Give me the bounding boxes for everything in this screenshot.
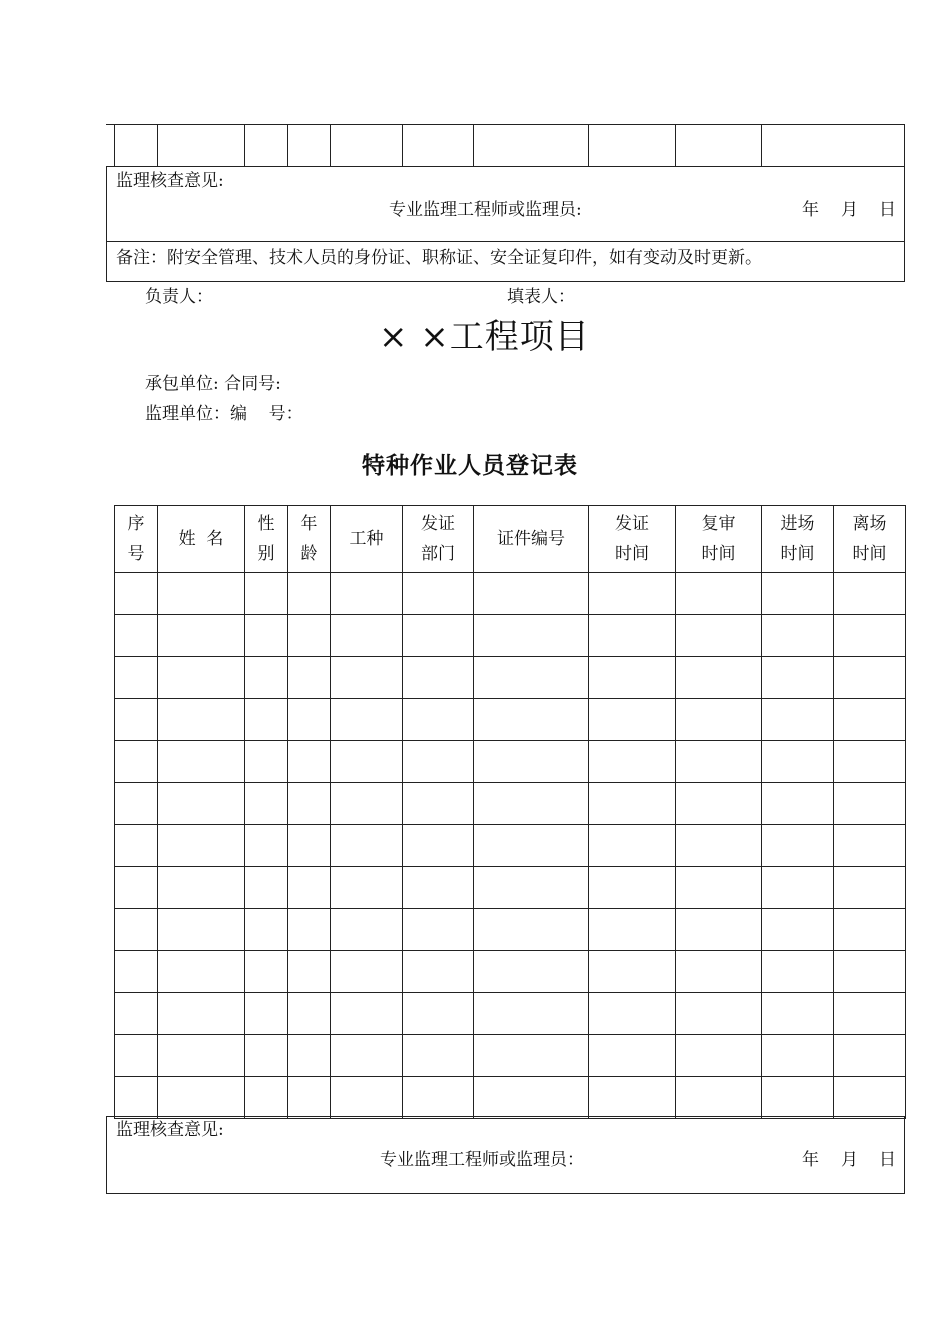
table-cell[interactable] xyxy=(589,783,676,825)
table-cell[interactable] xyxy=(474,951,589,993)
table-cell[interactable] xyxy=(403,783,474,825)
table-cell[interactable] xyxy=(403,867,474,909)
top-col-divider xyxy=(675,124,676,167)
top-col-divider xyxy=(157,124,158,167)
table-row xyxy=(115,1035,906,1077)
table-cell[interactable] xyxy=(331,741,403,783)
header-cell: 工种 xyxy=(331,506,403,573)
table-cell[interactable] xyxy=(288,909,331,951)
table-cell[interactable] xyxy=(288,1077,331,1119)
table-cell[interactable] xyxy=(589,825,676,867)
table-cell[interactable] xyxy=(288,993,331,1035)
table-cell[interactable] xyxy=(245,867,288,909)
header-cell: 进场 时间 xyxy=(762,506,834,573)
table-cell[interactable] xyxy=(474,657,589,699)
table-cell[interactable] xyxy=(589,741,676,783)
table-cell[interactable] xyxy=(834,825,906,867)
top-col-divider xyxy=(244,124,245,167)
table-cell[interactable] xyxy=(245,825,288,867)
table-cell[interactable] xyxy=(589,657,676,699)
project-title: × ×工程项目 xyxy=(379,317,590,357)
table-row xyxy=(115,993,906,1035)
table-cell[interactable] xyxy=(834,615,906,657)
table-cell[interactable] xyxy=(403,1077,474,1119)
table-cell[interactable] xyxy=(762,615,834,657)
table-cell[interactable] xyxy=(158,993,245,1035)
responsible-label: 负责人： xyxy=(145,287,213,307)
table-cell[interactable] xyxy=(288,951,331,993)
table-row xyxy=(115,867,906,909)
table-cell[interactable] xyxy=(331,573,403,615)
supervisor-line: 监理单位：编 号： xyxy=(145,404,303,424)
table-header-row xyxy=(115,506,906,573)
table-cell[interactable] xyxy=(834,909,906,951)
table-cell[interactable] xyxy=(834,951,906,993)
table-row xyxy=(115,741,906,783)
table-cell[interactable] xyxy=(288,615,331,657)
table-cell[interactable] xyxy=(288,699,331,741)
form-title: 特种作业人员登记表 xyxy=(362,453,578,479)
table-cell[interactable] xyxy=(403,993,474,1035)
top-col-divider xyxy=(761,124,762,167)
table-cell[interactable] xyxy=(589,615,676,657)
table-cell[interactable] xyxy=(245,615,288,657)
table-row xyxy=(115,657,906,699)
bottom-month-label: 月 xyxy=(841,1150,858,1170)
table-row xyxy=(115,615,906,657)
top-col-divider xyxy=(473,124,474,167)
header-cell: 发证 时间 xyxy=(589,506,676,573)
table-cell[interactable] xyxy=(245,993,288,1035)
table-row xyxy=(115,825,906,867)
table-cell[interactable] xyxy=(762,1077,834,1119)
table-cell[interactable] xyxy=(834,993,906,1035)
top-month-label: 月 xyxy=(841,200,858,220)
table-cell[interactable] xyxy=(676,783,762,825)
table-row xyxy=(115,783,906,825)
table-cell[interactable] xyxy=(474,783,589,825)
header-cell: 序 号 xyxy=(115,506,158,573)
table-cell[interactable] xyxy=(245,573,288,615)
table-cell[interactable] xyxy=(676,909,762,951)
table-cell[interactable] xyxy=(676,993,762,1035)
top-table-left-tick xyxy=(106,124,114,125)
table-row xyxy=(115,1077,906,1119)
top-col-divider xyxy=(588,124,589,167)
table-cell[interactable] xyxy=(158,783,245,825)
header-cell: 发证 部门 xyxy=(403,506,474,573)
table-cell[interactable] xyxy=(115,573,158,615)
top-year-label: 年 xyxy=(802,200,819,220)
table-cell[interactable] xyxy=(403,615,474,657)
table-row xyxy=(115,909,906,951)
table-row xyxy=(115,951,906,993)
table-cell[interactable] xyxy=(115,867,158,909)
table-cell[interactable] xyxy=(762,825,834,867)
table-cell[interactable] xyxy=(403,573,474,615)
table-cell[interactable] xyxy=(676,867,762,909)
table-cell[interactable] xyxy=(762,909,834,951)
header-cell: 离场 时间 xyxy=(834,506,906,573)
table-cell[interactable] xyxy=(115,783,158,825)
table-cell[interactable] xyxy=(474,1077,589,1119)
table-cell[interactable] xyxy=(834,1035,906,1077)
header-cell: 姓 名 xyxy=(158,506,245,573)
table-cell[interactable] xyxy=(115,951,158,993)
table-cell[interactable] xyxy=(474,573,589,615)
remark-text: 备注：附安全管理、技术人员的身份证、职称证、安全证复印件，如有变动及时更新。 xyxy=(116,248,762,268)
table-cell[interactable] xyxy=(762,867,834,909)
bottom-day-label: 日 xyxy=(879,1150,896,1170)
table-cell[interactable] xyxy=(245,783,288,825)
table-cell[interactable] xyxy=(115,825,158,867)
table-cell[interactable] xyxy=(245,741,288,783)
top-review-label: 监理核查意见: xyxy=(116,171,224,191)
table-cell[interactable] xyxy=(474,1035,589,1077)
table-cell[interactable] xyxy=(834,573,906,615)
table-cell[interactable] xyxy=(331,783,403,825)
table-cell[interactable] xyxy=(115,909,158,951)
table-cell[interactable] xyxy=(115,1077,158,1119)
table-cell[interactable] xyxy=(331,1035,403,1077)
table-cell[interactable] xyxy=(158,657,245,699)
table-cell[interactable] xyxy=(158,825,245,867)
table-cell[interactable] xyxy=(158,909,245,951)
table-cell[interactable] xyxy=(676,825,762,867)
table-row xyxy=(115,573,906,615)
table-cell[interactable] xyxy=(331,825,403,867)
table-cell[interactable] xyxy=(762,951,834,993)
table-cell[interactable] xyxy=(331,1077,403,1119)
table-cell[interactable] xyxy=(403,951,474,993)
table-cell[interactable] xyxy=(115,615,158,657)
table-cell[interactable] xyxy=(115,699,158,741)
table-cell[interactable] xyxy=(589,1035,676,1077)
table-cell[interactable] xyxy=(762,993,834,1035)
table-cell[interactable] xyxy=(331,657,403,699)
contractor-line: 承包单位: 合同号: xyxy=(145,374,281,394)
table-cell[interactable] xyxy=(158,741,245,783)
top-col-divider xyxy=(287,124,288,167)
table-cell[interactable] xyxy=(331,993,403,1035)
header-cell: 证件编号 xyxy=(474,506,589,573)
table-cell[interactable] xyxy=(474,909,589,951)
table-cell[interactable] xyxy=(158,1035,245,1077)
table-cell[interactable] xyxy=(403,1035,474,1077)
table-cell[interactable] xyxy=(158,573,245,615)
table-cell[interactable] xyxy=(834,657,906,699)
bottom-review-label: 监理核查意见: xyxy=(116,1120,224,1140)
registration-table xyxy=(114,505,906,1119)
table-cell[interactable] xyxy=(834,699,906,741)
table-cell[interactable] xyxy=(762,699,834,741)
table-cell[interactable] xyxy=(403,909,474,951)
table-cell[interactable] xyxy=(834,867,906,909)
table-cell[interactable] xyxy=(474,699,589,741)
table-cell[interactable] xyxy=(834,783,906,825)
table-cell[interactable] xyxy=(288,741,331,783)
table-cell[interactable] xyxy=(676,1077,762,1119)
table-cell[interactable] xyxy=(158,951,245,993)
table-cell[interactable] xyxy=(474,993,589,1035)
table-cell[interactable] xyxy=(474,741,589,783)
table-cell[interactable] xyxy=(676,951,762,993)
header-cell: 性 别 xyxy=(245,506,288,573)
table-cell[interactable] xyxy=(676,657,762,699)
table-cell[interactable] xyxy=(676,615,762,657)
table-cell[interactable] xyxy=(474,867,589,909)
table-cell[interactable] xyxy=(245,909,288,951)
table-cell[interactable] xyxy=(676,741,762,783)
table-cell[interactable] xyxy=(158,867,245,909)
bottom-year-label: 年 xyxy=(802,1150,819,1170)
table-row xyxy=(115,699,906,741)
table-cell[interactable] xyxy=(676,573,762,615)
table-cell[interactable] xyxy=(589,951,676,993)
table-cell[interactable] xyxy=(158,615,245,657)
table-cell[interactable] xyxy=(245,1035,288,1077)
table-cell[interactable] xyxy=(115,741,158,783)
table-cell[interactable] xyxy=(245,1077,288,1119)
table-cell[interactable] xyxy=(589,909,676,951)
top-col-divider xyxy=(330,124,331,167)
table-cell[interactable] xyxy=(762,783,834,825)
table-cell[interactable] xyxy=(834,741,906,783)
table-cell[interactable] xyxy=(158,1077,245,1119)
table-cell[interactable] xyxy=(403,741,474,783)
table-cell[interactable] xyxy=(288,867,331,909)
table-cell[interactable] xyxy=(331,615,403,657)
table-cell[interactable] xyxy=(589,573,676,615)
table-cell[interactable] xyxy=(403,657,474,699)
table-cell[interactable] xyxy=(403,825,474,867)
table-cell[interactable] xyxy=(676,1035,762,1077)
table-cell[interactable] xyxy=(245,657,288,699)
table-cell[interactable] xyxy=(403,699,474,741)
table-cell[interactable] xyxy=(288,1035,331,1077)
top-col-divider xyxy=(402,124,403,167)
table-cell[interactable] xyxy=(474,615,589,657)
table-cell[interactable] xyxy=(762,573,834,615)
table-cell[interactable] xyxy=(834,1077,906,1119)
header-cell: 年 龄 xyxy=(288,506,331,573)
table-cell[interactable] xyxy=(589,993,676,1035)
table-cell[interactable] xyxy=(115,657,158,699)
table-cell[interactable] xyxy=(331,951,403,993)
bottom-signer-label: 专业监理工程师或监理员： xyxy=(380,1150,584,1170)
table-cell[interactable] xyxy=(331,699,403,741)
top-table-row xyxy=(114,124,905,167)
table-cell[interactable] xyxy=(589,867,676,909)
filler-label: 填表人： xyxy=(507,287,575,307)
top-signer-label: 专业监理工程师或监理员: xyxy=(389,200,582,220)
table-cell[interactable] xyxy=(158,699,245,741)
table-cell[interactable] xyxy=(762,1035,834,1077)
table-cell[interactable] xyxy=(245,951,288,993)
table-cell[interactable] xyxy=(331,867,403,909)
table-cell[interactable] xyxy=(589,1077,676,1119)
table-cell[interactable] xyxy=(115,1035,158,1077)
table-cell[interactable] xyxy=(115,993,158,1035)
table-cell[interactable] xyxy=(331,909,403,951)
table-cell[interactable] xyxy=(676,699,762,741)
table-cell[interactable] xyxy=(288,825,331,867)
table-cell[interactable] xyxy=(288,657,331,699)
table-cell[interactable] xyxy=(474,825,589,867)
table-cell[interactable] xyxy=(245,699,288,741)
top-day-label: 日 xyxy=(879,200,896,220)
table-cell[interactable] xyxy=(762,657,834,699)
table-cell[interactable] xyxy=(762,741,834,783)
table-cell[interactable] xyxy=(288,783,331,825)
header-cell: 复审 时间 xyxy=(676,506,762,573)
table-cell[interactable] xyxy=(288,573,331,615)
table-cell[interactable] xyxy=(589,699,676,741)
